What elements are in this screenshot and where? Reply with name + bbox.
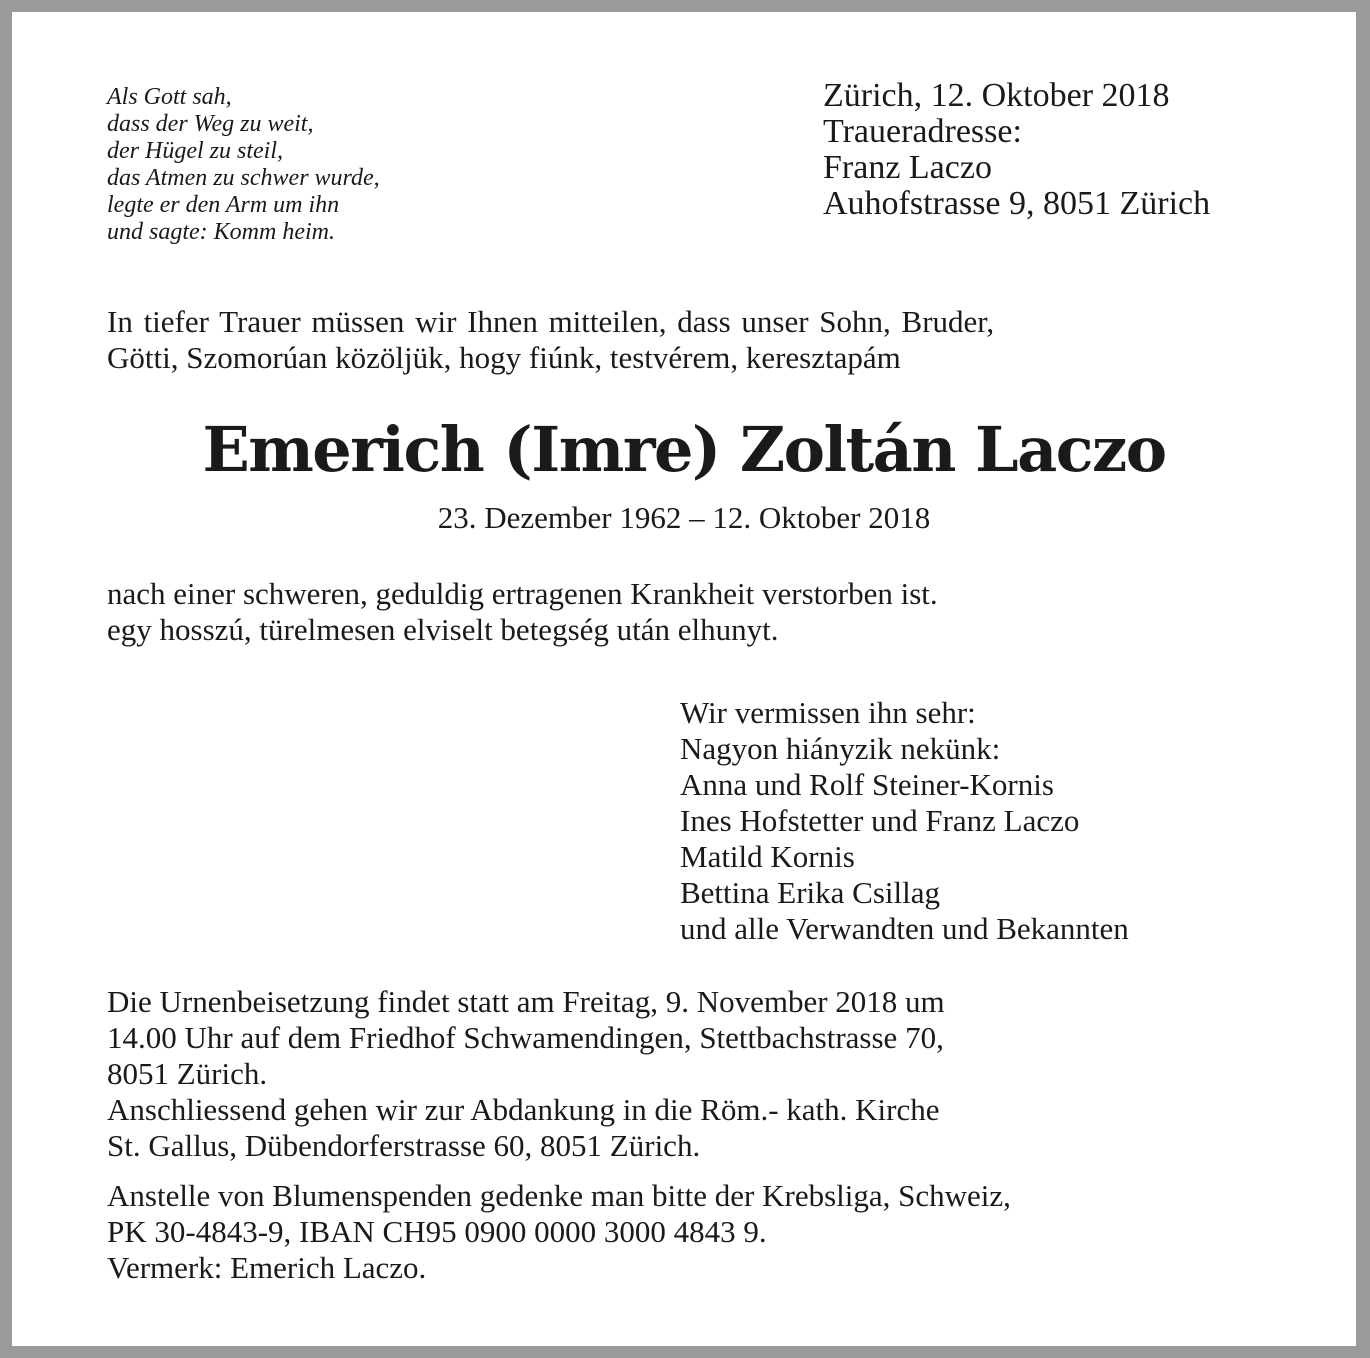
intro-line: In tiefer Trauer müssen wir Ihnen mitteilen, dass unser Sohn, Bruder, bbox=[107, 304, 995, 339]
ceremony-line: St. Gallus, Dübendorferstrasse 60, 8051 Zürich. bbox=[107, 1128, 701, 1163]
mourner-line: Bettina Erika Csillag bbox=[680, 875, 941, 910]
life-dates: 23. Dezember 1962 – 12. Oktober 2018 bbox=[437, 500, 931, 535]
mourner-line: Nagyon hiányzik nekünk: bbox=[680, 731, 1001, 766]
obituary-notice bbox=[12, 12, 1356, 1346]
mourners-list bbox=[680, 695, 1129, 947]
donation-line: PK 30-4843-9, IBAN CH95 0900 0000 3000 4843 9. bbox=[107, 1214, 767, 1249]
deceased-name: Emerich (Imre) Zoltán Laczo bbox=[202, 413, 1166, 486]
mourning-address bbox=[823, 78, 1210, 222]
ceremony-details bbox=[107, 984, 945, 1164]
poem-line: legte er den Arm um ihn bbox=[107, 192, 340, 218]
poem-line: der Hügel zu steil, bbox=[107, 138, 283, 164]
donation-line: Anstelle von Blumenspenden gedenke man bitte der Krebsliga, Schweiz, bbox=[107, 1178, 1011, 1213]
poem-line: das Atmen zu schwer wurde, bbox=[107, 165, 380, 191]
place-date: Zürich, 12. Oktober 2018 bbox=[823, 77, 1170, 114]
mourner-line: Matild Kornis bbox=[680, 839, 855, 874]
poem-line: dass der Weg zu weit, bbox=[107, 111, 314, 137]
ceremony-line: Anschliessend gehen wir zur Abdankung in die Röm.- kath. Kirche bbox=[107, 1092, 940, 1127]
intro-text bbox=[107, 304, 994, 376]
poem-line: Als Gott sah, bbox=[107, 84, 232, 110]
passing-line: egy hosszú, türelmesen elviselt betegség után elhunyt. bbox=[107, 612, 779, 647]
mourner-line: Ines Hofstetter und Franz Laczo bbox=[680, 803, 1080, 838]
address-name: Franz Laczo bbox=[823, 149, 992, 186]
donation-line: Vermerk: Emerich Laczo. bbox=[107, 1250, 427, 1285]
ceremony-line: 8051 Zürich. bbox=[107, 1056, 268, 1091]
poem bbox=[107, 84, 380, 246]
mourner-line: und alle Verwandten und Bekannten bbox=[680, 911, 1129, 946]
address-street: Auhofstrasse 9, 8051 Zürich bbox=[823, 185, 1211, 222]
passing-line: nach einer schweren, geduldig ertragenen Krankheit verstorben ist. bbox=[107, 576, 938, 611]
mourner-line: Anna und Rolf Steiner-Kornis bbox=[680, 767, 1054, 802]
ceremony-line: 14.00 Uhr auf dem Friedhof Schwamendingen, Stettbachstrasse 70, bbox=[107, 1020, 944, 1055]
poem-line: und sagte: Komm heim. bbox=[107, 219, 335, 245]
donation-details bbox=[107, 1178, 1011, 1286]
ceremony-line: Die Urnenbeisetzung findet statt am Freitag, 9. November 2018 um bbox=[107, 984, 945, 1019]
intro-line: Götti, Szomorúan közöljük, hogy fiúnk, testvérem, keresztapám bbox=[107, 340, 901, 375]
passing-text bbox=[107, 576, 938, 648]
mourner-line: Wir vermissen ihn sehr: bbox=[680, 695, 976, 730]
address-label: Traueradresse: bbox=[823, 113, 1022, 150]
